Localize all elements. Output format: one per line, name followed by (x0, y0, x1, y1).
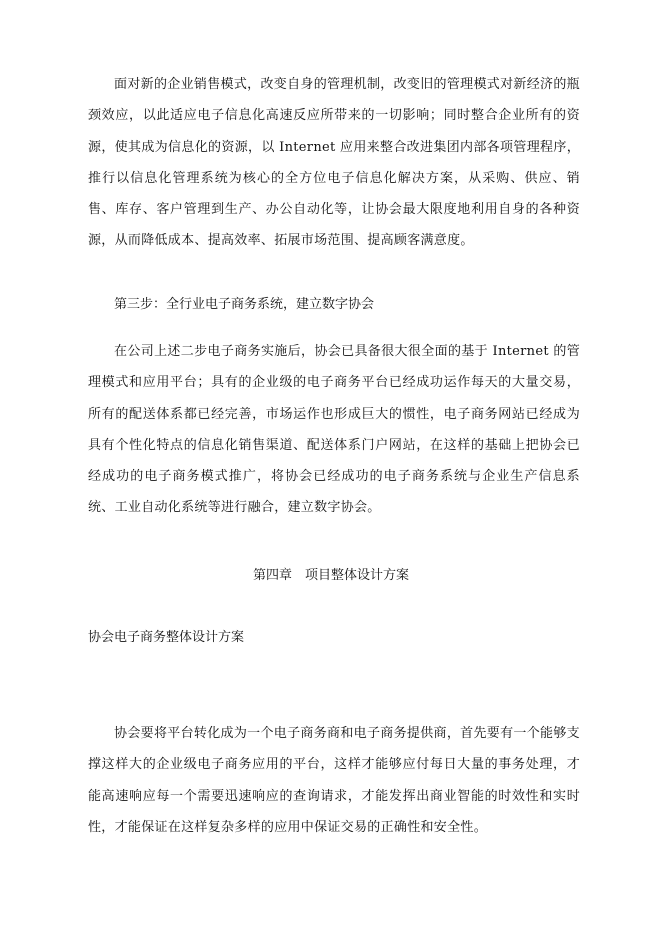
paragraph-management-transformation: 面对新的企业销售模式，改变自身的管理机制，改变旧的管理模式对新经济的瓶颈效应，以此适应电子信息化高速反应所带来的一切影响；同时整合企业所有的资源，使其成为信息化的资源，以 Internet 应用来整合改进集团内部各项管理程序，推行以信息化管理系统为核心的全方位电子信息化解决方案，从采购、供应、销售、库存、客户管理到生产、办公自动化等，让协会最大限度地利用自身的各种资源，从而降低成本、提高效率、拓展市场范围、提高顾客满意度。 (88, 77, 580, 249)
section-title: 协会电子商务整体设计方案 (88, 630, 245, 645)
paragraph-digital-association: 在公司上述二步电子商务实施后，协会已具备很大很全面的基于 Internet 的管理模式和应用平台；具有的企业级的电子商务平台已经成功运作每天的大量交易，所有的配送体系都已经完善，市场运作也形成巨大的惯性，电子商务网站已经成为具有个性化特点的信息化销售渠道、配送体系门户网站，在这样的基础上把协会已经成功的电子商务模式推广，将协会已经成功的电子商务系统与企业生产信息系统、工业自动化系统等进行融合，建立数字协会。 (88, 344, 580, 516)
step3-heading: 第三步：全行业电子商务系统，建立数字协会 (114, 297, 375, 312)
chapter-title: 第四章 项目整体设计方案 (252, 568, 409, 583)
paragraph-platform-requirements: 协会要将平台转化成为一个电子商务商和电子商务提供商，首先要有一个能够支撑这样大的企业级电子商务应用的平台，这样才能够应付每日大量的事务处理，才能高速响应每一个需要迅速响应的查询请求，才能发挥出商业智能的时效性和实时性，才能保证在这样复杂多样的应用中保证交易的正确性和安全性。 (88, 726, 580, 835)
